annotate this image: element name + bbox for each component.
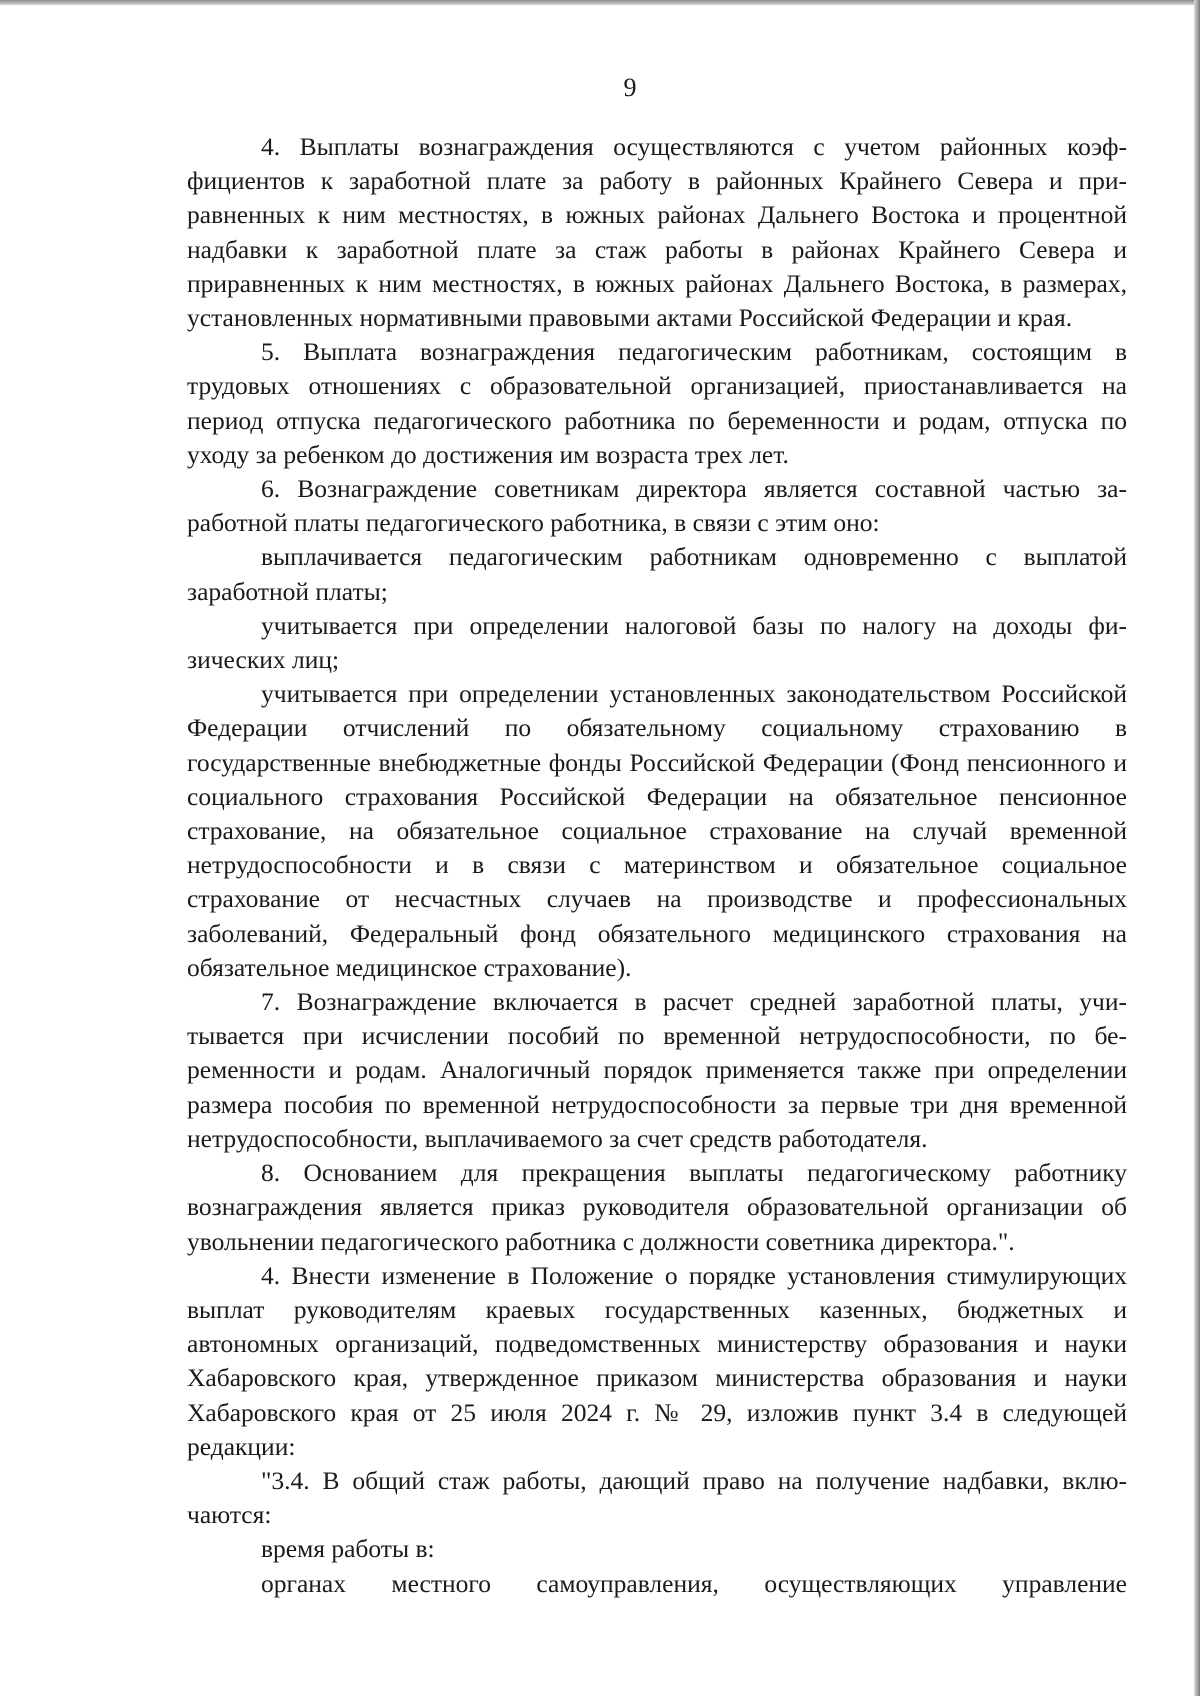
paragraph-item-4-payments: 4. Выплаты вознаграждения осуществляются с учетом районных коэффициентов к заработной плате за работу в районных Крайнего Севера и приравненных к ним местностях, в южных районах Дальнего Востока и процентной надбавки к заработной плате за стаж работы в районах Крайнего Севера и приравненных к ним местностях, в южных районах Дальнего Востока, в размерах, установленных нормативными правовыми актами Российской Федерации и края.: [187, 132, 1127, 333]
paragraph-paid-with-salary: выплачивается педагогическим работникам одновременно с выплатой заработной платы;: [187, 542, 1127, 606]
paragraph-local-government: органах местного самоуправления, осуществляющих управление: [261, 1568, 1127, 1598]
paragraph-tax-base: учитывается при определении налоговой базы по налогу на доходы физических лиц;: [187, 610, 1127, 675]
paragraph-item-6-salary-part: 6. Вознаграждение советникам директора является составной частью заработной платы педагогического работника, в связи с этим оно:: [187, 474, 1127, 538]
paragraph-item-5-suspension: 5. Выплата вознаграждения педагогическим работникам, состоящим в трудовых отношениях с образовательной организацией, приостанавливается на период отпуска педагогического работника по беременности и родам, отпуска по уходу за ребенком до достижения им возраста трех лет.: [187, 337, 1127, 469]
paragraph-3-4-total-experience: "3.4. В общий стаж работы, дающий право на получение надбавки, включаются:: [187, 1465, 1127, 1530]
scan-edge-top: [0, 0, 1200, 5]
scan-edge-right: [1194, 0, 1200, 1696]
paragraph-item-8-termination: 8. Основанием для прекращения выплаты педагогическому работнику вознаграждения является приказ руководителя образовательной организации об увольнении педагогического работника с должности советника директора.".: [187, 1158, 1127, 1256]
paragraph-work-time: время работы в:: [261, 1534, 435, 1564]
paragraph-item-7-average-salary: 7. Вознаграждение включается в расчет средней заработной платы, учитывается при исчислении пособий по временной нетрудоспособности, по беременности и родам. Аналогичный порядок применяется также при определении размера пособия по временной нетрудоспособности за первые три дня временной нетрудоспособности, выплачиваемого за счет средств работодателя.: [187, 987, 1127, 1153]
page-number: 9: [623, 73, 637, 102]
document-body: [187, 130, 1127, 1601]
paragraph-social-insurance: учитывается при определении установленных законодательством Российской Федерации отчислений по обязательному социальному страхованию в государственные внебюджетные фонды Российской Федерации (Фонд пенсионного и социального страхования Российской Федерации на обязательное пенсионное страхование, на обязательное социальное страхование на случай временной нетрудоспособности и в связи с материнством и обязательное социальное страхование от несчастных случаев на производстве и профессиональных заболеваний, Федеральный фонд обязательного медицинского страхования на обязательное медицинское страхование).: [187, 679, 1127, 982]
paragraph-item-4-amendment: 4. Внести изменение в Положение о порядке установления стимулирующих выплат руководителям краевых государственных казенных, бюджетных и автономных организаций, подведомственных министерству образования и науки Хабаровского края, утвержденное приказом министерства образования и науки Хабаровского края от 25 июля 2024 г. № 29, изложив пункт 3.4 в следующей редакции:: [187, 1260, 1127, 1461]
